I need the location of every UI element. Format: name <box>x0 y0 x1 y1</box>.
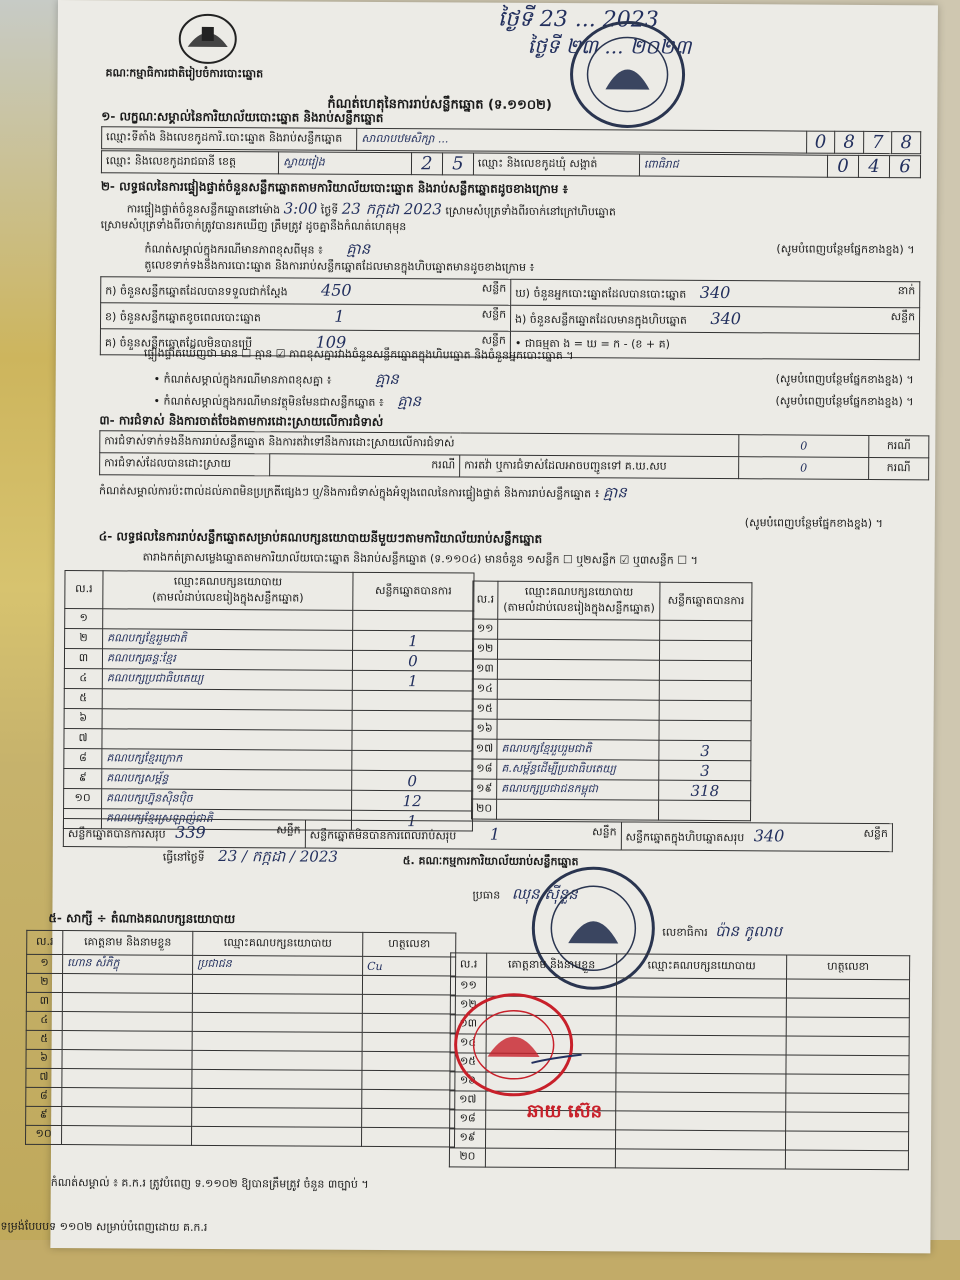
count-label: ង) ចំនួនសន្លឹកឆ្នោតដែលមានក្នុងហិបឆ្នោត <box>515 312 687 327</box>
witness-party <box>616 1016 786 1036</box>
total-label: សន្លឹកឆ្នោតមិនបានការពេលរាប់សរុប <box>309 828 457 843</box>
section4-sub: តារាងកត់ត្រាសម្លេងឆ្នោតតាមការិយាល័យបោះឆ្នោត និងរាប់សន្លឹកឆ្នោត (ទ.១១០៤) មានចំនួន ១សន្លឹក ☐ ឬ២សន្លឹក ☑ ឬ៣សន្លឹក ☐ ។ <box>142 550 698 567</box>
province-code-digit: 2 <box>411 153 442 175</box>
section2-line3: តួលេខទាក់ទងនឹងការបោះឆ្នោត និងការរាប់សន្លឹកឆ្នោតដែលមានក្នុងហិបឆ្នោតមានដូចខាងក្រោម ៖ <box>144 258 535 274</box>
note-value: គ្មាន <box>602 483 627 502</box>
vote-count <box>352 730 473 751</box>
objection-row1-label: ការជំទាស់ទាក់ទងនឹងការរាប់សន្លឹកឆ្នោត និងការតវ៉ាទៅនឹងការដោះស្រាយលើការជំទាស់ <box>100 431 739 457</box>
location-label: ឈ្មោះទីតាំង និងលេខកូដការិ.បោះឆ្នោត និងរាប់សន្លឹកឆ្នោត <box>102 127 357 151</box>
table-row <box>65 629 474 651</box>
party-name <box>102 709 352 731</box>
count-b <box>100 303 510 332</box>
row-no: ១៥ <box>472 699 497 719</box>
table-row <box>472 639 751 661</box>
row-no: ១៩ <box>449 1129 485 1148</box>
location-code-digit: 8 <box>892 132 921 154</box>
party-name <box>102 729 352 751</box>
col-votes: សន្លឹកឆ្នោតបានការ <box>660 582 752 621</box>
witness-signature <box>362 1127 455 1147</box>
party-name: គណបក្សប្រជាធិបតេយ្យ <box>102 669 352 691</box>
secretary-label: លេខាធិការ <box>662 925 708 939</box>
count-value: 450 <box>321 280 352 300</box>
vote-count: 0 <box>352 770 473 791</box>
location-code-digit: 8 <box>835 131 864 153</box>
table-row <box>472 759 751 781</box>
table-row <box>64 749 473 771</box>
witness-signature <box>362 975 455 995</box>
table-row <box>472 799 751 821</box>
total-invalid <box>305 820 621 850</box>
objection-row2-mid: ការតវ៉ា ឬការជំទាស់ដែលអាចបញ្ជូនទៅ គ.ឃ.សប <box>460 455 739 479</box>
form-footer: ទម្រង់បែបបទ ១១០២ សម្រាប់បំពេញដោយ គ.ក.រ <box>0 1219 208 1234</box>
row-no: ១៤ <box>472 679 497 699</box>
location-value: សាលាបឋមសិក្សា ... <box>357 128 806 153</box>
row-no: ៣ <box>64 649 102 669</box>
count-a <box>101 277 511 306</box>
party-name <box>498 639 660 660</box>
col-name: គោត្តនាម និងនាមខ្លួន <box>63 931 193 956</box>
unit-label: សន្លឹក <box>481 281 507 295</box>
row-no: ៦ <box>26 1049 62 1068</box>
note-hint: (សូមបំពេញបន្ថែមផ្នែកខាងខ្នង) ។ <box>775 372 914 387</box>
witness-signature <box>786 998 909 1018</box>
check-line: ផ្ទៀងផ្ទាត់ឃើញថា មាន ☐ គ្មាន ☑ ភាពខុសគ្នារវាងចំនួនសន្លឹកឆ្នោតក្នុងហិបឆ្នោត និងចំនួនអ្នកបោះឆ្នោត ។ <box>143 346 574 363</box>
table-row <box>27 954 456 976</box>
witness-party <box>192 1107 362 1127</box>
vote-count <box>352 750 473 771</box>
party-name: គណបក្សខ្មែររួមជាតិ <box>103 629 353 651</box>
col-party: ឈ្មោះគណបក្សនយោបាយ <box>617 954 787 979</box>
intro-text: ស្រោមសំបុត្រទាំងពីរចាក់នៅក្រៅហិបឆ្នោត <box>445 204 616 219</box>
note-hint: (សូមបំពេញបន្ថែមផ្នែកខាងខ្នង) ។ <box>775 394 914 409</box>
unit-label: សន្លឹក <box>890 310 916 324</box>
witness-party <box>616 1073 786 1093</box>
party-name <box>103 609 353 631</box>
col-votes: សន្លឹកឆ្នោតបានការ <box>353 572 474 611</box>
col-sign: ហត្ថលេខា <box>787 955 910 980</box>
table-row <box>64 709 473 731</box>
witness-party <box>192 1088 362 1108</box>
vote-count <box>659 800 751 821</box>
case-label: ករណី <box>869 457 929 479</box>
row-no: ១៧ <box>450 1091 486 1110</box>
secretary <box>662 922 782 945</box>
made-date <box>163 847 338 870</box>
witness-signature <box>362 1013 455 1033</box>
col-no: ល.រ <box>65 571 103 609</box>
vote-count: 1 <box>352 670 473 691</box>
row-no: ១២ <box>450 996 486 1015</box>
party-name: គណបក្សឆន្ទៈខ្មែរ <box>102 649 352 671</box>
col-party-label: ឈ្មោះគណបក្សនយោបាយ <box>524 584 634 599</box>
row-no: ១៨ <box>450 1110 486 1129</box>
witness-name <box>485 1129 615 1149</box>
unit-label: សន្លឹក <box>863 826 888 841</box>
witness-party <box>192 1069 362 1089</box>
row-no: ៧ <box>26 1068 62 1087</box>
count-value: 1 <box>334 306 345 326</box>
witness-signature <box>786 1093 909 1113</box>
witness-party <box>192 993 362 1013</box>
witness-signature <box>362 1051 455 1071</box>
witness-party <box>192 1031 362 1051</box>
total-value: 340 <box>753 826 785 846</box>
section5-title: ៥- សាក្សី ÷ តំណាងគណបក្សនយោបាយ <box>48 910 236 927</box>
commune-code-digit: 4 <box>858 155 889 177</box>
unit-label: សន្លឹក <box>481 333 506 347</box>
handwritten-date: ថ្ងៃទី ២៣ ... ២០២៣ <box>527 33 692 59</box>
row-no: ១៨ <box>472 759 497 779</box>
col-party-sub: (តាមលំដាប់លេខរៀងក្នុងសន្លឹកឆ្នោត) <box>503 600 655 615</box>
table-row <box>26 1106 455 1128</box>
row-no: ៤ <box>64 669 102 689</box>
witness-party <box>192 1050 362 1070</box>
party-name: គណបក្សខ្មែររួបរួមជាតិ <box>497 739 659 760</box>
witness-signature <box>786 1074 909 1094</box>
intro-text: ថ្ងៃទី <box>320 203 339 217</box>
objection-row1-value: 0 <box>739 435 869 458</box>
witness-signature <box>786 1017 909 1037</box>
table-row <box>472 699 751 721</box>
count-value: 340 <box>710 308 742 329</box>
section1-title: ១- លក្ខណៈសម្គាល់នៃការិយាល័យបោះឆ្នោត និងរាប់សន្លឹកឆ្នោត <box>101 109 384 125</box>
table-row <box>472 779 751 801</box>
party-name: គ.សម្ព័ន្ធដើម្បីប្រជាធិបតេយ្យ <box>497 759 659 780</box>
note-hint: (សូមបំពេញបន្ថែមផ្នែកខាងខ្នង) ។ <box>776 242 915 257</box>
table-row <box>64 769 473 791</box>
vote-count <box>660 660 752 681</box>
witness-name <box>62 1031 192 1051</box>
witness-party <box>615 1149 785 1169</box>
witness-party <box>616 1054 786 1074</box>
vote-count <box>660 640 752 661</box>
vote-count: 1 <box>353 630 474 651</box>
row-no: ១០ <box>64 789 102 809</box>
row-no: ៣ <box>26 992 62 1011</box>
total-box <box>621 822 893 852</box>
note-label: កំណត់សម្គាល់ក្នុងករណីមានភាពខុសពីមុន ៖ <box>144 242 323 257</box>
table-row <box>64 729 473 751</box>
row-no: ៧ <box>64 729 102 749</box>
party-name <box>497 719 659 740</box>
vote-count <box>659 700 751 721</box>
vote-count: 3 <box>659 760 751 781</box>
row-no: ១០ <box>26 1125 62 1144</box>
party-name: គណបក្សខ្មែរក្រោក <box>102 749 352 771</box>
note-value: គ្មាន <box>374 369 399 389</box>
table-row <box>64 689 473 711</box>
witness-signature <box>785 1150 908 1170</box>
party-name: គណបក្សប្រជាជនកម្ពុជា <box>497 779 659 800</box>
objections-table <box>99 430 929 480</box>
section3-title: ៣- ការជំទាស់ និងការចាត់ចែងតាមការដោះស្រាយលើការជំទាស់ <box>99 413 384 429</box>
table-row <box>26 992 455 1014</box>
row-no: ១១ <box>473 619 498 639</box>
witness-name <box>485 1148 615 1168</box>
row-no: ១៧ <box>472 739 497 759</box>
commune-value: ពោធិរាជ <box>639 154 827 177</box>
note-value: គ្មាន <box>346 239 371 258</box>
time-value: 3:00 <box>283 199 318 218</box>
province-code-digit: 5 <box>442 153 473 175</box>
row-no: ២ <box>65 629 103 649</box>
province-label: ឈ្មោះ និងលេខកូដរាជធានី ខេត្ត <box>101 151 278 174</box>
nec-logo-icon <box>178 13 238 65</box>
witness-signature <box>362 1032 455 1052</box>
count-e <box>510 305 919 333</box>
vote-count: 1 <box>351 810 472 831</box>
location-code-digit: 0 <box>806 131 835 153</box>
vote-count: 318 <box>659 780 751 801</box>
witness-party <box>616 1111 786 1131</box>
total-value: 1 <box>489 824 501 844</box>
col-party-sub: (តាមលំដាប់លេខរៀងក្នុងសន្លឹកឆ្នោត) <box>152 590 304 605</box>
col-no: ល.រ <box>27 930 63 954</box>
witness-signature <box>786 1112 909 1132</box>
row-no: ៥ <box>26 1030 62 1049</box>
col-party-label: ឈ្មោះគណបក្សនយោបាយ <box>173 574 283 588</box>
party-name: គណបក្សសម្ព័ន្ធ <box>102 769 352 791</box>
unit-label: សន្លឹក <box>276 823 301 837</box>
commune-label: ឈ្មោះ និងលេខកូដឃុំ សង្កាត់ <box>473 153 639 176</box>
case-label: ករណី <box>869 435 929 457</box>
witness-party: ប្រជាជន <box>193 955 363 975</box>
table-row <box>26 1011 455 1033</box>
section2-line2: ស្រោមសំបុត្រទាំងពីរចាក់ត្រូវបានរកឃើញ ត្រឹមត្រូវ ដូចគ្នានឹងកំណត់ហេតុមុន <box>100 218 407 234</box>
count-label: ខ) ចំនួនសន្លឹកឆ្នោតខូចពេលបោះឆ្នោត <box>105 310 261 325</box>
footer-note: កំណត់សម្គាល់ ៖ គ.ក.រ ត្រូវបំពេញ ទ.១១០២ ឱ្យបានត្រឹមត្រូវ ចំនួន ៣ច្បាប់ ។ <box>50 1175 369 1191</box>
table-row <box>473 619 752 641</box>
row-no: ២០ <box>472 799 497 819</box>
row-no: ៩ <box>64 769 102 789</box>
section3-note <box>99 480 909 507</box>
total-valid <box>63 819 305 848</box>
committee-label: ៥. គណៈកម្មការការិយាល័យរាប់សន្លឹកឆ្នោត <box>402 854 579 869</box>
witness-table-left <box>25 930 456 1148</box>
section4-title: ៤- លទ្ធផលនៃការរាប់សន្លឹកឆ្នោតសម្រាប់គណបក្សនយោបាយនីមួយៗតាមការិយាល័យរាប់សន្លឹកឆ្នោត <box>98 529 543 546</box>
col-party <box>103 571 353 611</box>
col-no: ល.រ <box>473 581 498 619</box>
party-name: គណបក្សហ្វ៊ុនស៊ិនប៉ិច <box>102 789 352 811</box>
section2-title: ២- លទ្ធផលនៃការផ្ទៀងផ្ទាត់ចំនួនសន្លឹកឆ្នោតតាមការិយាល័យបោះឆ្នោត និងរាប់សន្លឹកឆ្នោតដូចខាងក្រោម ៖ <box>100 179 568 197</box>
note-label: កំណត់សម្គាល់ការប៉ះពាល់ដល់ភាពមិនប្រក្រតីផ្សេងៗ ឬ/និងការជំទាស់ក្នុងអំឡុងពេលនៃការផ្ទៀងផ្ទាត់ និងការរាប់សន្លឹកឆ្នោត ៖ <box>98 484 600 501</box>
table-row <box>449 1148 908 1170</box>
party-name <box>497 699 659 720</box>
witness-signature <box>362 994 455 1014</box>
row-no: ៥ <box>64 689 102 709</box>
chair-value: ឈុន ស៊ីនួន <box>511 884 578 904</box>
table-row <box>472 719 751 741</box>
count-label: ក) ចំនួនសន្លឹកឆ្នោតដែលបានទទួលជាក់ស្តែង <box>105 284 288 299</box>
witness-party <box>192 1012 362 1032</box>
section1-table-row2 <box>101 150 921 178</box>
row-no: ១៣ <box>472 659 497 679</box>
witness-party <box>616 997 786 1017</box>
row-no: ១ <box>27 954 63 973</box>
row-no: ១ <box>65 609 103 629</box>
col-party: ឈ្មោះគណបក្សនយោបាយ <box>193 931 363 956</box>
row-no: ១៤ <box>450 1034 486 1053</box>
commune-code-digit: 6 <box>889 156 920 178</box>
row-no: ១៩ <box>472 779 497 799</box>
witness-left-body <box>26 954 456 1147</box>
count-label: ឃ) ចំនួនអ្នកបោះឆ្នោតដែលបានបោះឆ្នោត <box>515 286 687 301</box>
note-label: • កំណត់សម្គាល់ក្នុងករណីមានភាពខុសគ្នា ៖ <box>153 372 332 387</box>
witness-signature <box>362 1108 455 1128</box>
table-row <box>472 739 751 761</box>
red-stamp-name: ឆាយ ស៊េន <box>527 1100 603 1123</box>
party-name <box>102 689 352 711</box>
chair-label: ប្រធាន <box>472 888 501 902</box>
count-d <box>511 279 920 307</box>
vote-count <box>353 610 474 631</box>
table-row <box>64 649 473 671</box>
count-value: 109 <box>315 332 347 352</box>
unit-label: សន្លឹក <box>592 825 617 839</box>
province-value: ស្វាយរៀង <box>279 152 412 175</box>
witness-party <box>616 978 786 998</box>
vote-count: 12 <box>352 790 473 811</box>
row-no: ៨ <box>64 749 102 769</box>
row-no: ៦ <box>64 709 102 729</box>
vote-count <box>352 710 473 731</box>
unit-label: នាក់ <box>897 284 916 298</box>
made-label: ធ្វើនៅថ្ងៃទី <box>162 850 205 864</box>
witness-name <box>62 1088 192 1108</box>
party-name <box>497 799 659 820</box>
table-row <box>26 1087 455 1109</box>
row-no: ៤ <box>26 1011 62 1030</box>
vote-count <box>660 620 752 641</box>
party-name <box>497 679 659 700</box>
table-row <box>26 1030 455 1052</box>
table-row <box>26 1068 455 1090</box>
col-party <box>498 581 661 620</box>
table-row <box>26 973 455 995</box>
vote-count: 0 <box>352 650 473 671</box>
objection-row2-label: ការជំទាស់ដែលបានដោះស្រាយ <box>100 453 270 476</box>
witness-signature <box>786 1036 909 1056</box>
commune-code-digit: 0 <box>827 155 858 177</box>
witness-party <box>615 1130 785 1150</box>
party-name: គណបក្សខ្មែរស្រឡាញ់ជាតិ <box>101 809 351 831</box>
witness-name <box>62 1069 192 1089</box>
vote-count <box>659 720 751 741</box>
vote-count <box>352 690 473 711</box>
vote-count: 3 <box>659 740 751 761</box>
col-name: គោត្តនាម និងនាមខ្លួន <box>487 953 617 978</box>
row-no: ១៦ <box>450 1072 486 1091</box>
note-label: • កំណត់សម្គាល់ក្នុងករណីមានវត្ថុមិនមែនជាសន្លឹកឆ្នោត ៖ <box>153 394 384 409</box>
table-row <box>64 669 473 691</box>
witness-party <box>616 1092 786 1112</box>
unit-label: សន្លឹក <box>481 307 507 321</box>
row-no: ២ <box>26 973 62 992</box>
row-no: ៨ <box>26 1087 62 1106</box>
witness-party <box>192 974 362 994</box>
row-no: ២០ <box>449 1148 485 1167</box>
witness-name <box>62 1107 192 1127</box>
witness-party <box>192 1126 362 1146</box>
col-no: ល.រ <box>451 953 487 977</box>
vote-count <box>660 680 752 701</box>
results-right-body <box>472 619 752 821</box>
intro-text: ការផ្ទៀងផ្ទាត់ចំនួនសន្លឹកឆ្នោតនៅម៉ោង <box>126 202 281 217</box>
witness-name <box>62 1012 192 1032</box>
row-no: ៩ <box>26 1106 62 1125</box>
witness-signature <box>362 1089 455 1109</box>
witness-name: ហោន សំភិក្ខុ <box>63 955 193 975</box>
location-code-digit: 7 <box>863 131 892 153</box>
results-table-right <box>471 581 752 822</box>
witness-signature <box>786 979 909 999</box>
date-value: 23 កក្កដា 2023 <box>341 199 442 219</box>
witness-name <box>62 1126 192 1146</box>
row-no: ១៣ <box>450 1015 486 1034</box>
results-table-left <box>63 570 475 831</box>
row-no: ១១ <box>450 977 486 996</box>
official-stamp-icon <box>567 19 688 130</box>
count-label: គ) ចំនួនសន្លឹកឆ្នោតដែលមិនបានប្រើ <box>104 336 253 351</box>
witness-signature <box>786 1055 909 1075</box>
row-no: ១៥ <box>450 1053 486 1072</box>
witness-name <box>62 993 192 1013</box>
total-label: សន្លឹកឆ្នោតក្នុងហិបឆ្នោតសរុប <box>625 830 745 845</box>
count-value: 340 <box>699 282 731 303</box>
objection-row2-value: 0 <box>739 457 869 480</box>
section3-note-hint: (សូមបំពេញបន្ថែមផ្នែកខាងខ្នង) ។ <box>744 516 883 531</box>
results-left-body <box>63 609 473 831</box>
row-no: ១៦ <box>472 719 497 739</box>
case-label: ករណី <box>270 454 460 477</box>
total-value: 339 <box>175 822 206 842</box>
table-row <box>64 789 473 811</box>
witness-signature <box>362 1070 455 1090</box>
formula: • ជាធម្មតា ង = ឃ = ក - (ខ + គ) <box>510 331 919 359</box>
witness-party <box>616 1035 786 1055</box>
form-title: កំណត់ហេតុនៃការរាប់សន្លឹកឆ្នោត (ទ.១១០២) <box>327 96 552 114</box>
table-row <box>472 679 751 701</box>
note-value: គ្មាន <box>397 392 422 411</box>
table-row <box>26 1049 455 1071</box>
table-row <box>65 609 474 631</box>
party-name <box>498 619 660 640</box>
witness-name <box>62 1050 192 1070</box>
red-stamp-icon <box>451 992 582 1103</box>
handwritten-top: ថ្ងៃទី 23 ... 2023 <box>497 6 659 33</box>
witness-signature: Cu <box>363 956 456 976</box>
committee-name: គណៈកម្មាធិការជាតិរៀបចំការបោះឆ្នោត <box>105 66 264 81</box>
secretary-value: ប៉ាន កូលាប <box>715 922 782 941</box>
made-value: 23 / កក្កដា / 2023 <box>218 846 338 866</box>
party-name <box>497 659 659 680</box>
table-row <box>472 659 751 681</box>
witness-signature <box>785 1131 908 1151</box>
col-sign: ហត្ថលេខា <box>363 932 456 957</box>
row-no: ១២ <box>472 639 497 659</box>
table-row <box>26 1125 455 1147</box>
total-label: សន្លឹកឆ្នោតបានការសរុប <box>67 827 166 841</box>
witness-name <box>62 974 192 994</box>
